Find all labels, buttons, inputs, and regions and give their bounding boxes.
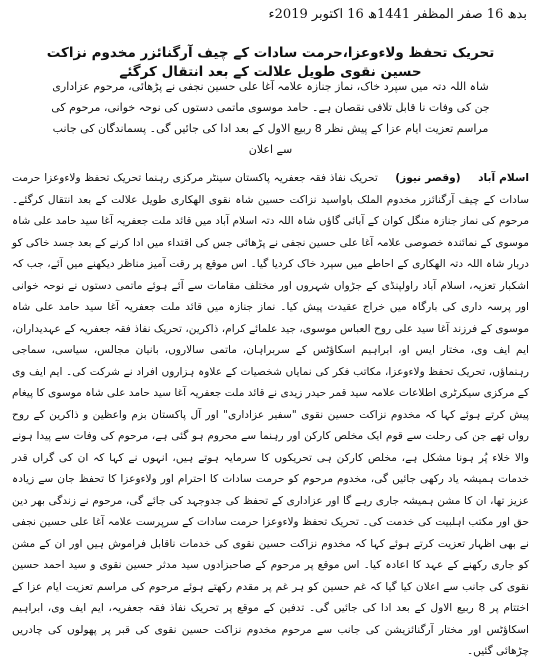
news-story	[12, 168, 529, 663]
headline: تحریک تحفظ ولاءوعزا،حرمت سادات کے چیف آرگنائزر مخدوم نزاکت حسین نقوی طویل علالت کے بعد انتقال کرگئے	[46, 45, 495, 80]
story-place: اسلام آباد	[478, 172, 529, 184]
lede-summary: شاہ اللہ دتہ میں سپرد خاک، نماز جنازہ علامہ آغا علی حسین نجفی نے پڑھائی، مرحوم عزاداری جن کی وفات نا قابل تلافی نقصان ہے۔ حامد موسوی ماتمی دستوں کی نوحہ خوانی، مرحوم کی مراسم تعزیت ایام عزا کے پیش نظر 8 ربیع الاول کے بعد ادا کی جائیں گی۔ پسماندگان کی جانب سے اعلان	[51, 80, 490, 156]
dateline: بدھ 16 صفر المظفر 1441ھ 16 اکتوبر 2019ء	[268, 7, 527, 22]
story-body: تحریک نفاذ فقہ جعفریہ پاکستان سینٹر مرکزی رہنما تحریک تحفظ ولاءوعزا حرمت سادات کے چیف آرگنائزر مخدوم الملک باواسید نزاکت حسین شاہ نقوی الھکاری طویل علالت کے بعد انتقال کرگئے۔ مرحوم کی نماز جنازہ منگل کوان کے آبائی گاؤں شاہ اللہ دتہ اسلام آباد میں قائد ملت جعفریہ آغا سید حامد علی شاہ موسوی کے نمائندہ خصوصی علامہ آغا علی حسین نجفی نے پڑھائی جس کی اقتداء میں ادا کرنے کے بعد جسد خاکی کو دربار شاہ اللہ دتہ الھکاری کے احاطے میں سپرد خاک کردیا گیا۔ اس موقع پر رقت آمیز مناظر دیکھنے میں آئے، جب کہ اشکبار تعزیہ، اسلام آباد راولپنڈی کے جڑواں شہروں اور مختلف مقامات سے آئے ہوئے ماتمی دستوں نے نوحہ خوانی اور پرسہ داری کی بارگاہ میں خراج عقیدت پیش کیا۔ نماز جنازہ میں قائد ملت جعفریہ آغا سید حامد علی شاہ موسوی کے فرزند آغا سید علی روح العباس موسوی، جید علمائے کرام، ذاکرین، تحریک نفاذ فقہ جعفریہ کے عہدیداران، ایم ایف وی، مختار ایس او، ابراہیم اسکاؤٹس کے سربراہان، ماتمی سالاروں، بانیان مجالس، سیاسی، سماجی رہنماؤں، تحریک تحفظ ولاءوعزا، مکاتب فکر کی نمایاں شخصیات کے علاوہ ہزاروں افراد نے شرکت کی۔ ایم ایف وی کے مرکزی سیکرٹری اطلاعات علامہ سید قمر حیدر زیدی نے قائد ملت جعفریہ آغا سید حامد علی شاہ موسوی کا پیغام پیش کرتے ہوئے کہا کہ مخدوم نزاکت حسین نقوی "سفیر عزاداری" اور آل پاکستان بزم واعظین و ذاکرین کے روح رواں تھے جن کی رحلت سے قوم ایک مخلص کارکن اور رہنما سے محروم ہو گئی ہے، مرحوم کی وفات سے پیدا ہونے والا خلاء پُر ہونا مشکل ہے، مخلص کارکن ہی تحریکوں کا سرمایہ ہوتے ہیں، انہوں نے کہا کہ ان کی گراں قدر خدمات ہمیشہ یاد رکھی جائیں گی، مخدوم مرحوم کو حرمت سادات کا احترام اور ولاءوعزا کا تحفظ جان سے زیادہ عزیز تھا، ان کا مشن ہمیشہ جاری رہے گا اور عزاداری کے تحفظ کی جدوجہد کی جائے گی، مرحوم نے زندگی بھر دین حق اور مکتب اہلبیت کی خدمت کی۔ تحریک تحفظ ولاءوعزا حرمت سادات کے سرپرست علامہ آغا علی حسین نجفی نے بھی اظہار تعزیت کرتے ہوئے کہا کہ مخدوم نزاکت حسین نقوی کی خدمات ناقابل فراموش ہیں اور ان کے مشن کو جاری رکھنے کے عہد کا اعادہ کیا۔ اس موقع پر مرحوم کے صاحبزادوں سید مدثر حسین نقوی و سید احمد حسین نقوی کی جانب سے اعلان کیا گیا کہ غم حسین کو ہر غم پر مقدم رکھتے ہوئے مرحوم کی مراسم تعزیت ایام عزا کے اختتام پر 8 ربیع الاول کے بعد ادا کی جائیں گی۔ تدفین کے موقع پر تحریک نفاذ فقہ جعفریہ، ایم ایف وی، ابراہیم اسکاؤٹس اور مختار آرگنائزیشن کی جانب سے مرحوم مخدوم نزاکت حسین نقوی کی قبر پر پھولوں کی چادریں چڑھائی گئیں۔	[12, 172, 529, 657]
story-agency: (وقصر نیوز)	[395, 172, 461, 184]
